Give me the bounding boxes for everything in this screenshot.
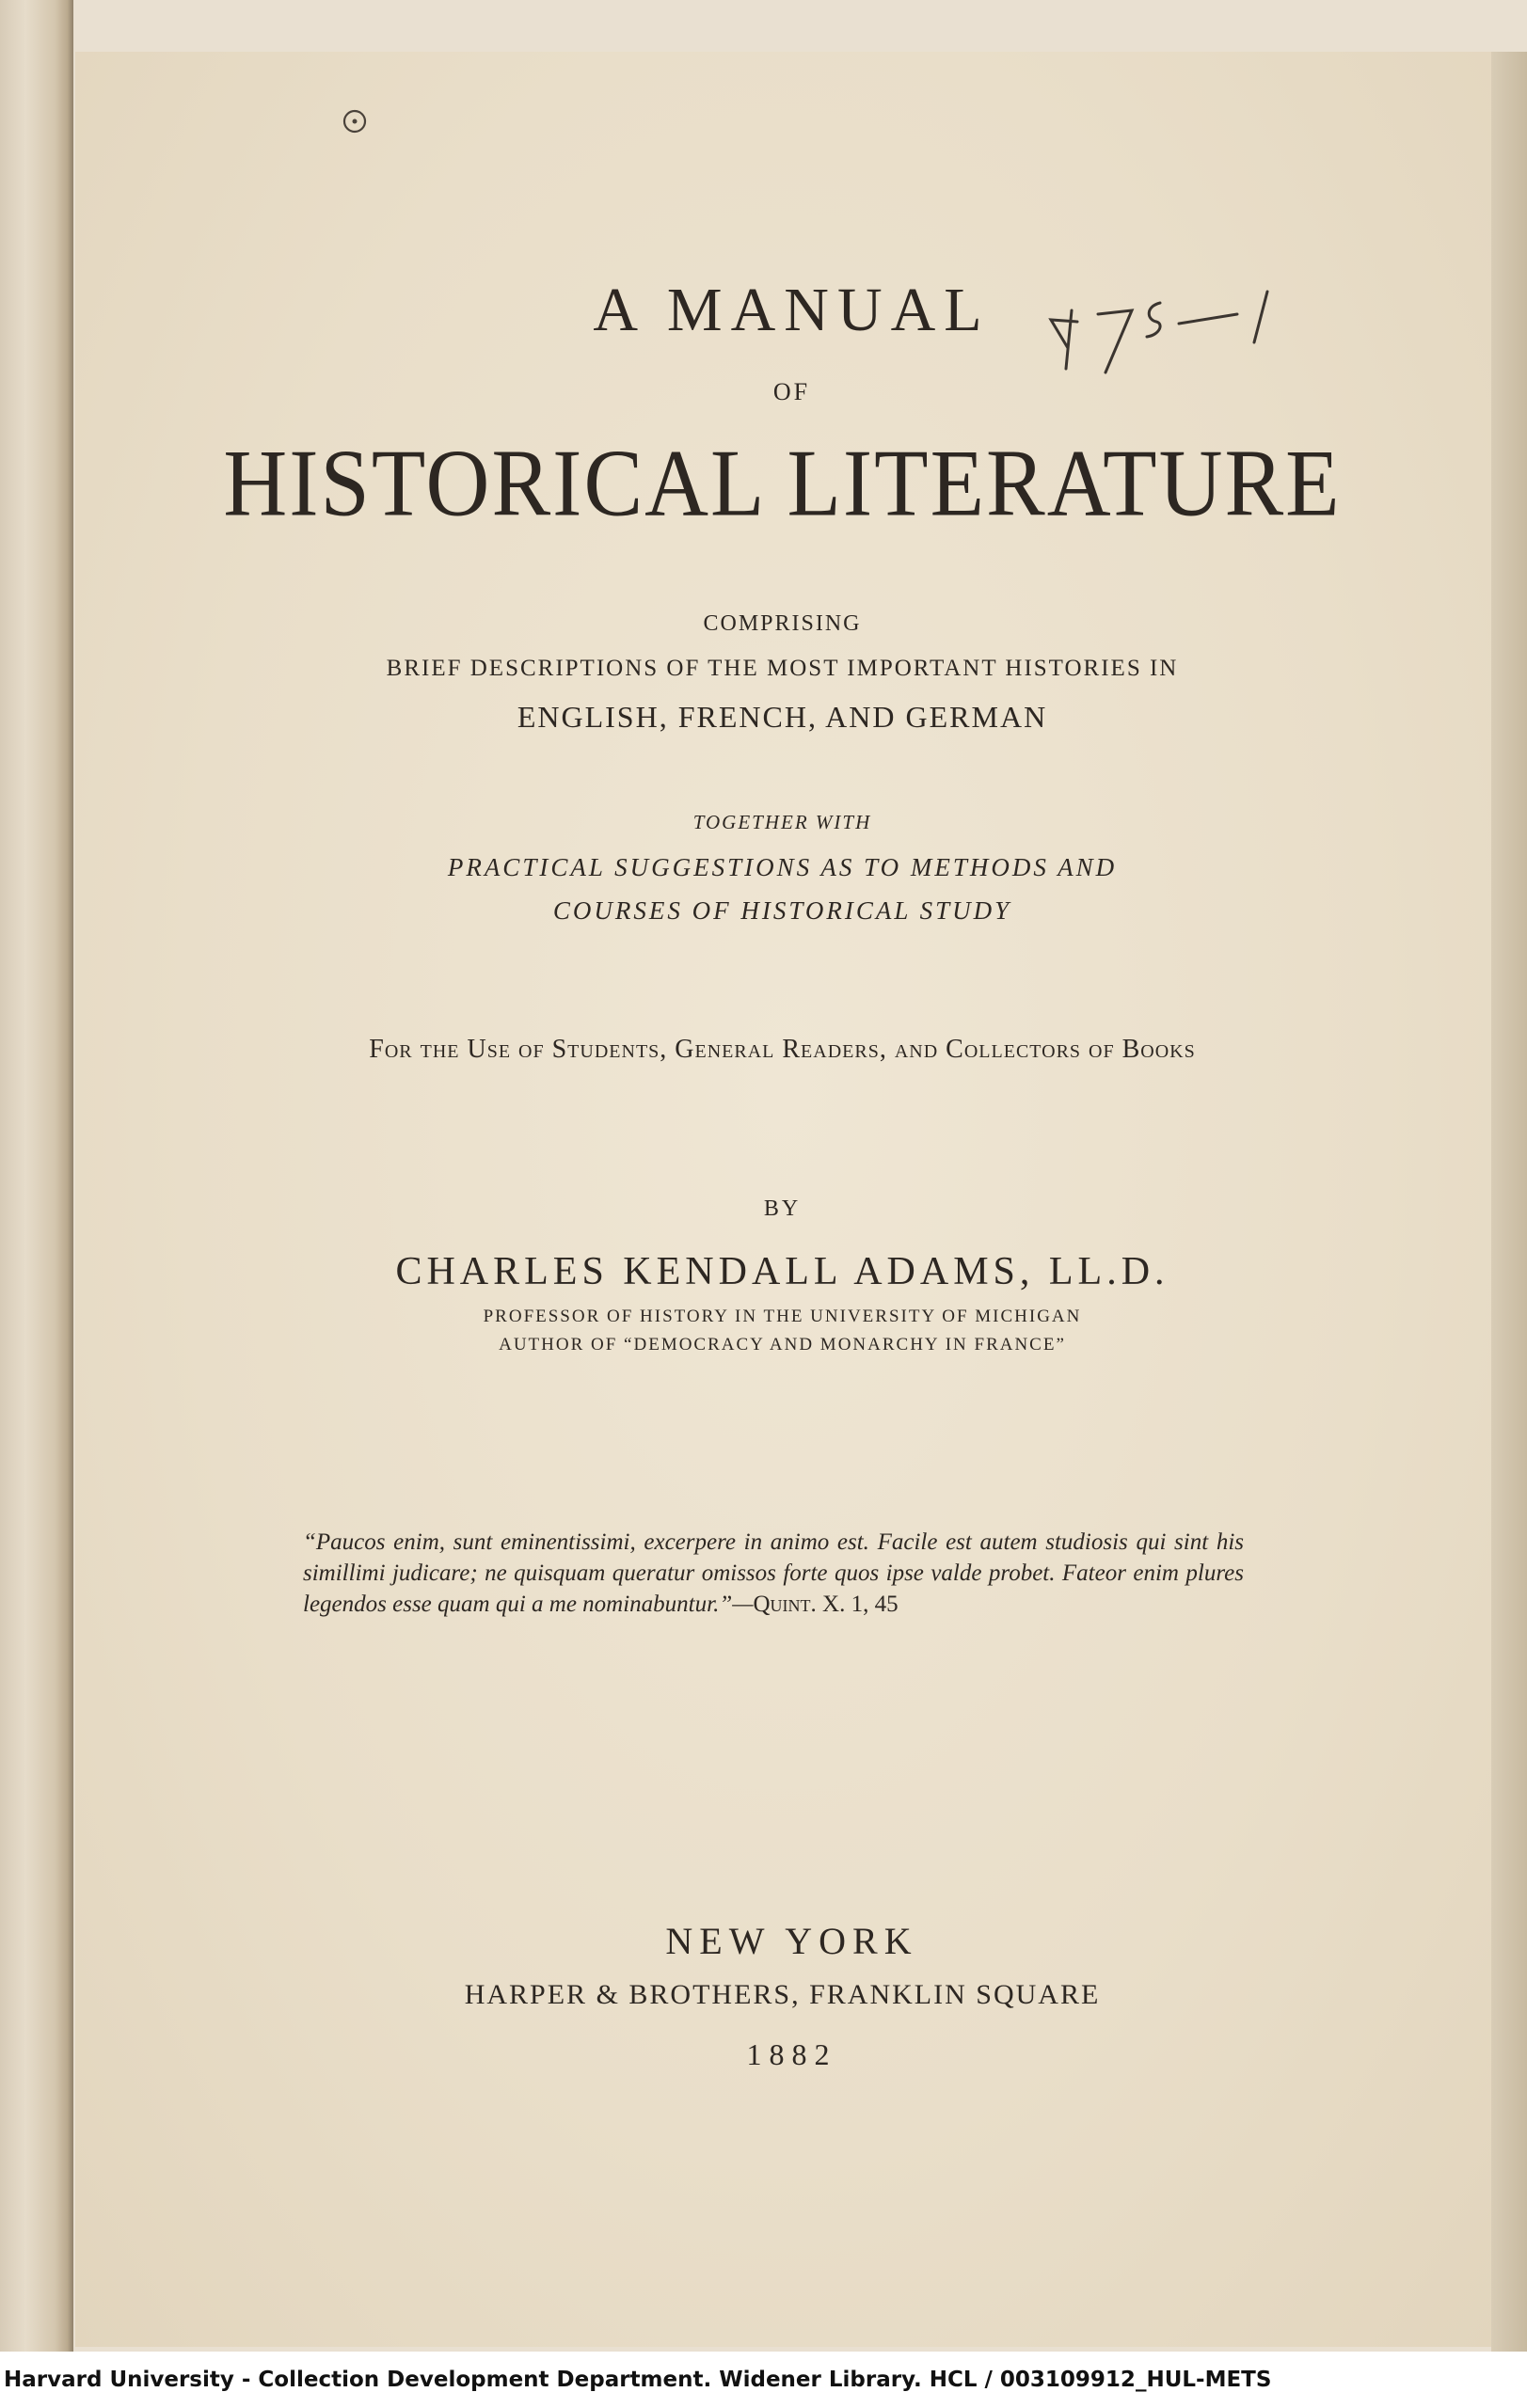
author-name: CHARLES KENDALL ADAMS, LL.D. bbox=[395, 1250, 1169, 1293]
suggestions-line-1: PRACTICAL SUGGESTIONS AS TO METHODS AND bbox=[447, 853, 1118, 881]
handwritten-note-text: 475-1 bbox=[1040, 384, 1042, 385]
epigraph-text: “Paucos enim, sunt eminentissimi, excerpere in animo est. Facile est autem studiosis qui sint his simillimi judicare; ne quisquam queratur omissos forte quos ipse valde probet. Fateor enim plures legendos esse quam qui a me nominabuntur.”— bbox=[303, 1529, 1244, 1617]
title-line-of: OF bbox=[772, 378, 811, 405]
publication-place: NEW YORK bbox=[665, 1920, 918, 1962]
by-label: BY bbox=[763, 1196, 802, 1221]
author-other-work: AUTHOR OF “DEMOCRACY AND MONARCHY IN FRANCE” bbox=[499, 1335, 1066, 1354]
attribution-footer: Harvard University - Collection Development Department. Widener Library. HCL / 003109912_HUL-METS bbox=[0, 2352, 1527, 2408]
audience-line: For the Use of Students, General Readers, and Collectors of Books bbox=[369, 1035, 1196, 1064]
latin-epigraph bbox=[303, 1527, 1244, 1620]
library-mark-icon bbox=[341, 107, 369, 135]
comprising-label: COMPRISING bbox=[703, 611, 862, 636]
suggestions-line-2: COURSES OF HISTORICAL STUDY bbox=[552, 896, 1012, 925]
publication-year: 1882 bbox=[746, 2037, 837, 2071]
description-line-2: ENGLISH, FRENCH, AND GERMAN bbox=[517, 700, 1048, 734]
author-title: PROFESSOR OF HISTORY IN THE UNIVERSITY OF MICHIGAN bbox=[483, 1307, 1082, 1326]
title-line-a-manual: A MANUAL bbox=[593, 276, 991, 344]
together-with-label: TOGETHER WITH bbox=[692, 811, 872, 833]
epigraph-source: Quint. X. 1, 45 bbox=[753, 1592, 899, 1617]
description-line-1: BRIEF DESCRIPTIONS OF THE MOST IMPORTANT HISTORIES IN bbox=[386, 656, 1179, 681]
main-title: HISTORICAL LITERATURE bbox=[223, 430, 1342, 537]
publisher-name: HARPER & BROTHERS, FRANKLIN SQUARE bbox=[464, 1979, 1101, 2010]
